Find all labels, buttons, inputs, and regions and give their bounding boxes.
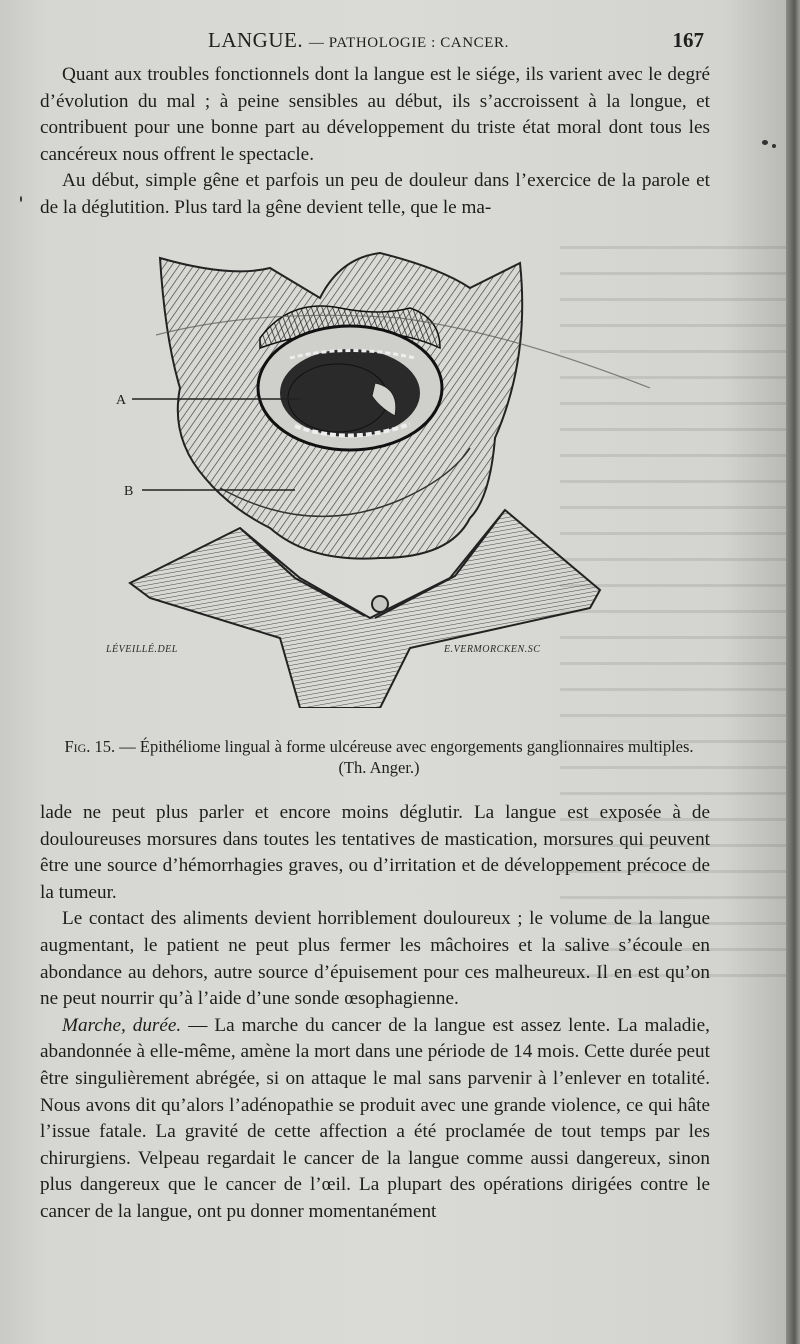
figure-label-a: A — [116, 393, 127, 408]
paragraph: Au début, simple gêne et parfois un peu de douleur dans l’exercice de la parole et de la déglutition. Plus tard la gêne devient telle, que le ma- — [40, 170, 710, 218]
figure-engraving — [110, 238, 650, 708]
caption-source: (Th. Anger.) — [338, 758, 420, 777]
paragraph: lade ne peut plus parler et encore moins déglutir. La langue est exposée à de douloureuses morsures dans toutes les tentatives de mastication, morsures qui peuvent être une source d’hémorrhagies graves, ou d’irritation et de développement précoce de la tumeur. — [40, 802, 710, 903]
credit-engraver: E.VERMORCKEN.SC — [444, 644, 541, 655]
caption-figure-number: Fig. 15. — [64, 737, 116, 756]
paragraph: Le contact des aliments devient horriblement douloureux ; le volume de la langue augmentant, le patient ne peut plus fermer les mâchoires et la salive s’écoule en abondance au dehors, autre source d’épuisement pour ces malheureux. Il en est qu’on ne peut nourrir qu’à l’aide d’une sonde œsophagienne. — [40, 908, 710, 1010]
section-text: — La marche du cancer de la langue est assez lente. La maladie, abandonnée à elle-même, amène la mort dans une période de 14 mois. Cette durée peut être singulièrement abrégée, si on attaque le mal sans parvenir à l’enlever en totalité. Nous avons dit qu’alors l’adénopathie se produit avec une grande violence, ce qui hâte l’issue fatale. La gravité de cette affection a été proclamée de tout temps par les chirurgiens. Velpeau regardait le cancer de la langue comme aussi dangereux, sinon plus dangereux que le cancer de l’œil. La plupart des opérations dirigées contre le cancer de la langue, ont pu donner momentanément — [40, 1014, 710, 1222]
page-edge — [786, 0, 800, 1344]
collar-button — [372, 596, 388, 612]
credit-draftsman: LÉVEILLÉ.DEL — [106, 644, 178, 655]
paragraph: Quant aux troubles fonctionnels dont la langue est le siége, ils varient avec le degré d’évolution du mal ; à peine sensibles au début, ils s’accroissent à la longue, et contribuent pour une bonne part au développement du triste état moral dont tous les cancéreux nous offrent le spectacle. — [40, 64, 710, 165]
ink-speck — [772, 144, 776, 148]
running-head — [40, 26, 708, 58]
header-subtitle: — PATHOLOGIE : CANCER. — [308, 35, 509, 51]
ink-speck — [20, 196, 22, 202]
section-heading: Marche, durée. — [62, 1014, 182, 1036]
text-block-bottom — [40, 800, 710, 1226]
page-number: 167 — [672, 28, 704, 52]
engraving-illustration — [110, 238, 650, 708]
figure-caption — [46, 736, 712, 778]
running-title — [208, 28, 509, 53]
section-paragraph — [40, 1013, 710, 1226]
ink-speck — [762, 140, 768, 145]
header-title: LANGUE. — [208, 28, 304, 52]
caption-text: — Épithéliome lingual à forme ulcéreuse avec engorgements ganglionnaires multiples. — [119, 737, 694, 756]
figure-label-b: B — [124, 484, 134, 499]
text-block-top — [40, 62, 710, 222]
